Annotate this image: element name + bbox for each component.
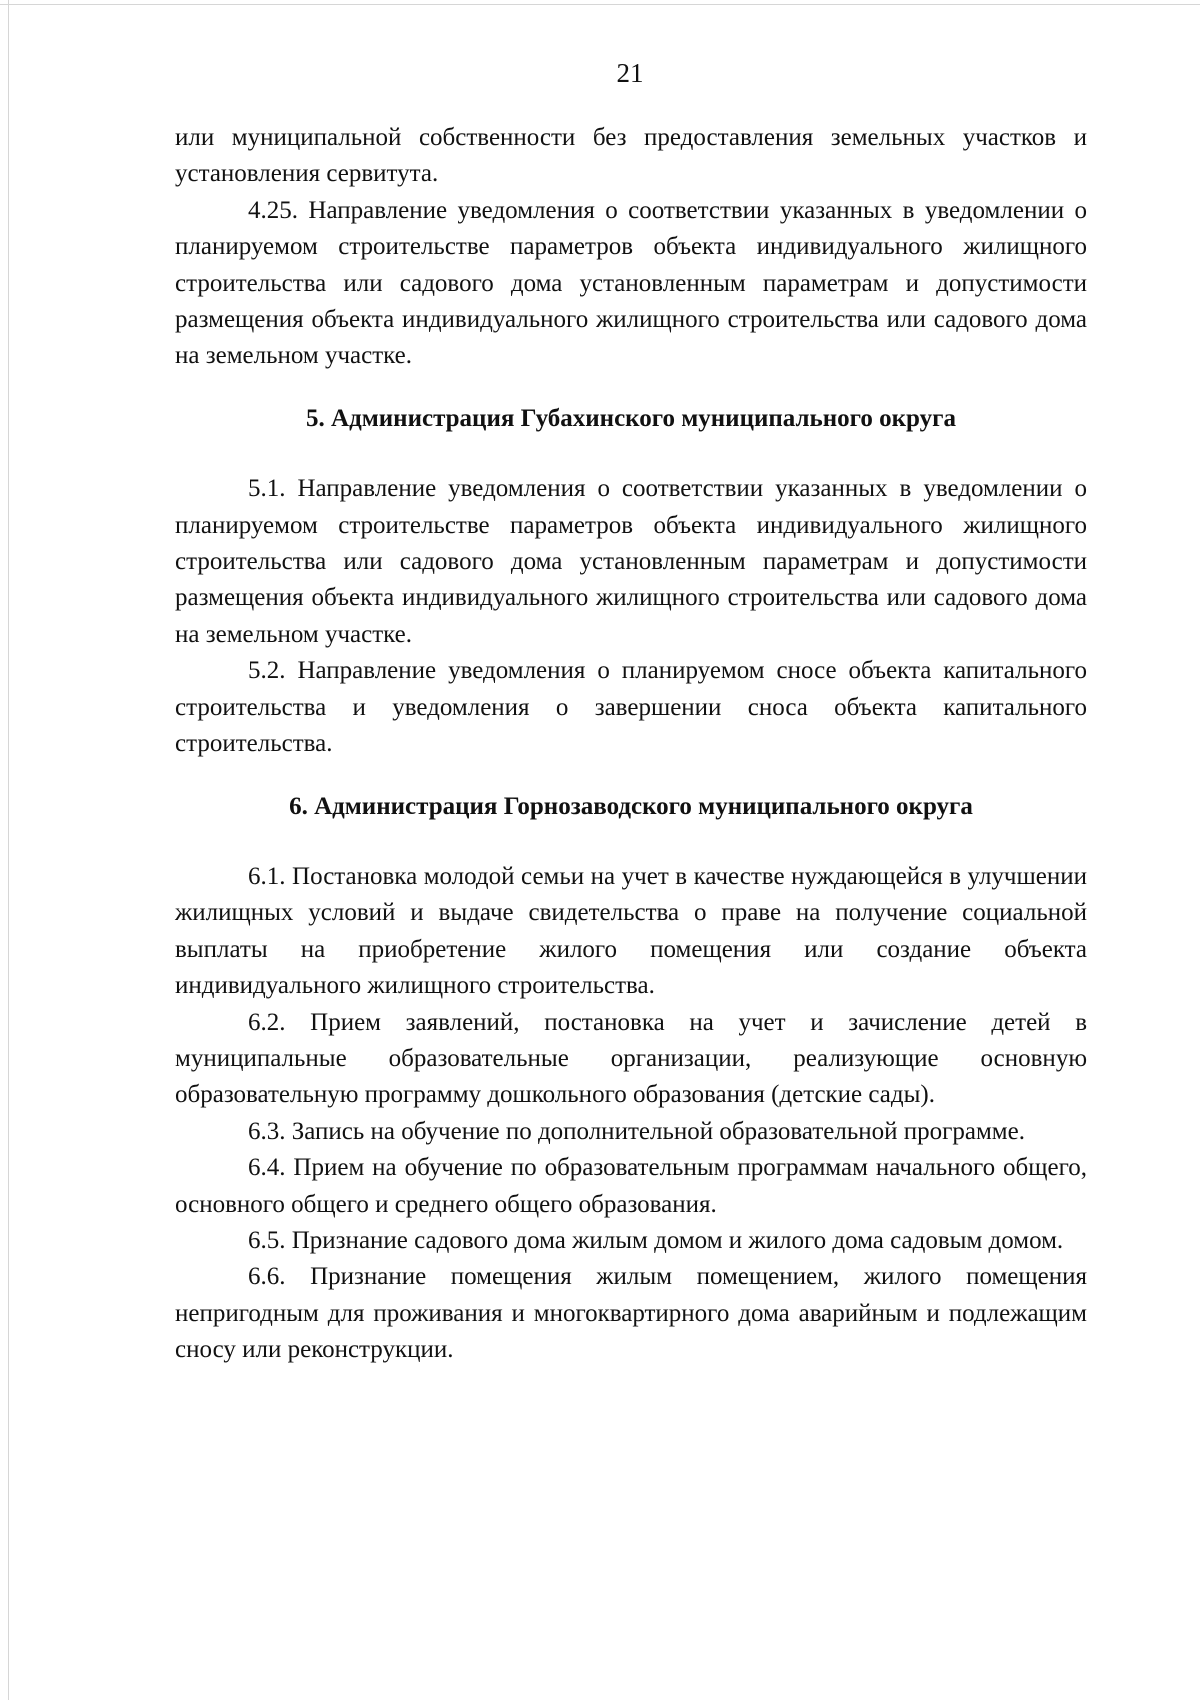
paragraph-6-5: 6.5. Признание садового дома жилым домом и жилого дома садовым домом. xyxy=(248,1226,1064,1254)
page-number: 21 xyxy=(616,58,644,88)
section-6-heading: 6. Администрация Горнозаводского муниципального округа xyxy=(289,792,973,820)
paragraph-6-6: 6.6. Признание помещения жилым помещением, жилого помещения непригодным для проживания и многоквартирного дома аварийным и подлежащим сносу или реконструкции. xyxy=(175,1263,1087,1364)
paragraph-6-4: 6.4. Прием на обучение по образовательным программам начального общего, основного общего и среднего общего образования. xyxy=(175,1154,1087,1218)
document-body xyxy=(175,120,1087,1369)
paragraph-4-25: 4.25. Направление уведомления о соответствии указанных в уведомлении о планируемом строительстве параметров объекта индивидуального жилищного строительства или садового дома установленным параметрам и допустимости размещения объекта индивидуального жилищного строительства или садового дома на земельном участке. xyxy=(175,196,1087,370)
paragraph-5-1: 5.1. Направление уведомления о соответствии указанных в уведомлении о планируемом строительстве параметров объекта индивидуального жилищного строительства или садового дома установленным параметрам и допустимости размещения объекта индивидуального жилищного строительства или садового дома на земельном участке. xyxy=(175,475,1087,648)
paragraph-6-3: 6.3. Запись на обучение по дополнительной образовательной программе. xyxy=(248,1117,1025,1145)
paragraph-6-2: 6.2. Прием заявлений, постановка на учет и зачисление детей в муниципальные образовательные организации, реализующие основную образовательную программу дошкольного образования (детские сады). xyxy=(175,1008,1087,1109)
scan-edge-top xyxy=(0,4,1200,5)
scan-edge-left xyxy=(8,0,9,1700)
paragraph-6-1: 6.1. Постановка молодой семьи на учет в качестве нуждающейся в улучшении жилищных условий и выдаче свидетельства о праве на получение социальной выплаты на приобретение жилого помещения или создание объекта индивидуального жилищного строительства. xyxy=(175,862,1087,1000)
section-5-heading: 5. Администрация Губахинского муниципального округа xyxy=(306,404,956,432)
paragraph-5-2: 5.2. Направление уведомления о планируемом сносе объекта капитального строительства и уведомления о завершении сноса объекта капитального строительства. xyxy=(175,657,1087,758)
paragraph-continuation: или муниципальной собственности без предоставления земельных участков и установления сервитута. xyxy=(175,124,1087,188)
